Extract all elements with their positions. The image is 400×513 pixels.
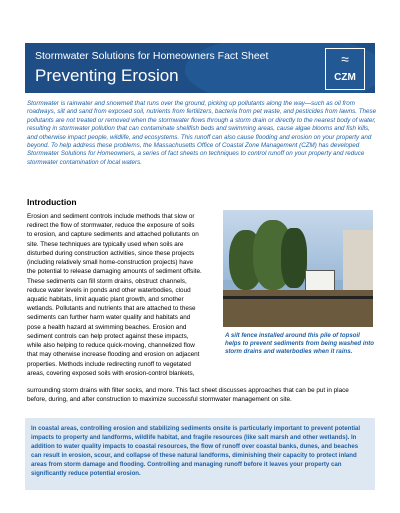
silt-fence-photo <box>223 210 373 327</box>
body-text-line: wetlands. Pollutants and nutrients that are attached to these <box>27 305 196 313</box>
body-text-line: sediment controls can help protect against these impacts, <box>27 332 189 340</box>
body-text-column <box>27 212 218 378</box>
header-banner <box>25 43 375 93</box>
body-text-line: before, during, and after construction to maximize successful stormwater management on site. <box>27 396 292 404</box>
body-text-line: while also helping to reduce quick-moving, channelized flow <box>27 342 195 350</box>
body-text-line: site. These techniques are typically used when soils are <box>27 240 184 248</box>
body-text-line: sediments can further harm water quality and habitats and <box>27 314 191 322</box>
body-text-line: These sediments can fill storm drains, obstruct channels, <box>27 277 187 285</box>
series-title: Stormwater Solutions for Homeowners Fact Sheet <box>35 50 269 62</box>
body-text-line: areas, covering exposed soils with erosion-control blankets, <box>27 369 195 377</box>
body-text-line: pose a health hazard at swimming beaches. Erosion and <box>27 323 187 331</box>
body-text-line: the potential to release damaging amounts of sediment offsite. <box>27 268 202 276</box>
callout-text: In coastal areas, controlling erosion and stabilizing sediments onsite is particularly important to prevent potential impacts to property and landforms, wildlife habitat, and fragile resources (like salt marsh and other wetlands). In addition to water quality impacts to coastal resources, the flow of runoff over coastal banks, dunes, and beaches can result in erosion, scour, and collapse of these natural landforms, diminishing their capacity to protect inland areas from storm damage and flooding. Controlling and managing runoff before it leaves your property can significantly reduce potential erosion. <box>31 425 361 478</box>
intro-paragraph: Stormwater is rainwater and snowmelt that runs over the ground, picking up pollutants along the way—such as oil from roadways, silt and sand from exposed soil, nutrients from fertilizers, bacteria from pet waste, and pesticides from lawns. These pollutants are not treated or removed when the stormwater flows through a storm drain or directly to the nearest body of water, resulting in stormwater pollution that can contaminate shellfish beds and swimming areas, cause algae blooms and fish kills, and otherwise impact people, wildlife, and ecosystems. This runoff can also cause flooding and erosion on your property and beyond. To help address these problems, the Massachusetts Office of Coastal Zone Management (CZM) has developed Stormwater Solutions for Homeowners, a series of fact sheets on techniques to control runoff on your property and reduce stormwater contamination of local waters. <box>27 100 377 166</box>
photo-truck <box>305 270 335 292</box>
body-text-line: redirect the flow of stormwater, reduce the exposure of soils <box>27 222 195 230</box>
body-text-line: (including relatively small home-construction projects) have <box>27 259 194 267</box>
body-text-line: properties. Methods include redirecting runoff to vegetated <box>27 360 191 368</box>
section-heading: Introduction <box>27 197 77 207</box>
photo-caption: A silt fence installed around this pile of topsoil helps to prevent sediments from being washed into storm drains and waterbodies when it rains. <box>225 332 374 355</box>
wave-icon: ≈ <box>341 51 349 67</box>
body-text-line: aquatic habitats, limit aquatic plant growth, and smother <box>27 295 184 303</box>
body-text-continued <box>27 386 375 404</box>
logo-text: CZM <box>334 72 356 83</box>
photo-silt-fence <box>223 296 373 299</box>
czm-logo <box>325 48 365 90</box>
coastal-callout-box <box>25 418 375 490</box>
body-text-line: reduce water levels in ponds and other waterbodies, cloud <box>27 286 191 294</box>
page-title: Preventing Erosion <box>35 66 179 85</box>
body-text-line: to erosion, and capture sediments and attached pollutants on <box>27 231 199 239</box>
body-text-line: disturbed during construction activities, since these projects <box>27 249 195 257</box>
body-text-line: surrounding storm drains with filter socks, and more. This fact sheet discusses approaches that can be put in place <box>27 387 349 394</box>
body-text-line: that may otherwise increase flooding and erosion on adjacent <box>27 351 200 359</box>
photo-tree <box>281 228 307 288</box>
body-text-line: Erosion and sediment controls include methods that slow or <box>27 213 195 220</box>
